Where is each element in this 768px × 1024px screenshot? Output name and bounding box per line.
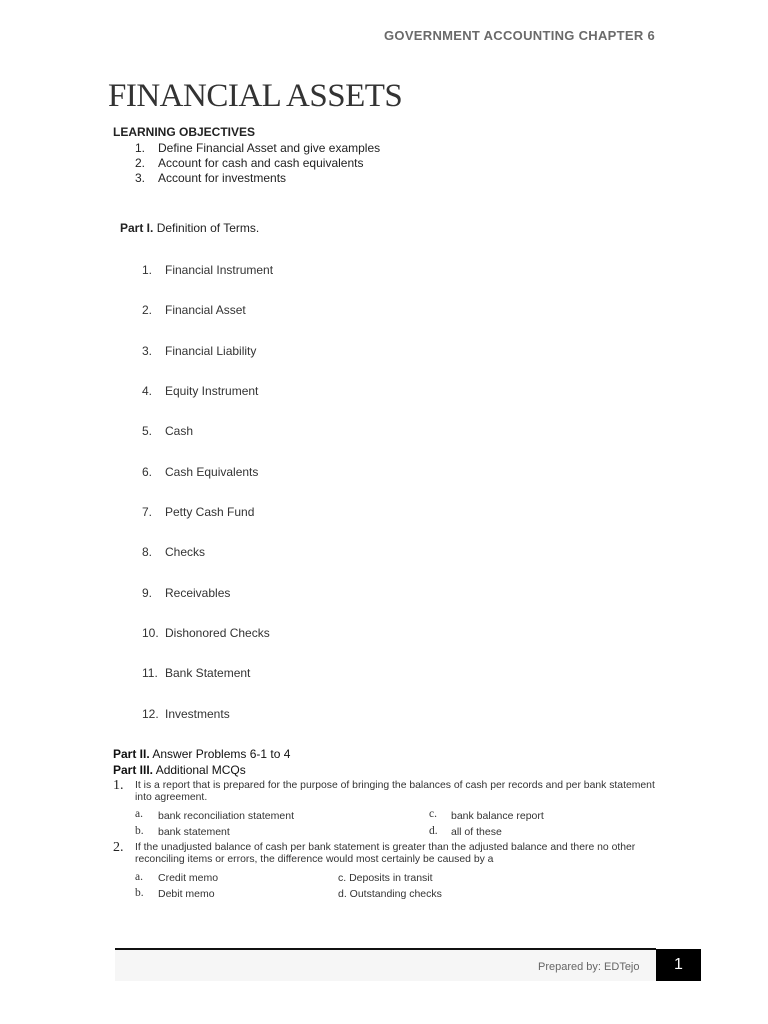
term-item: 4. Equity Instrument [142,384,259,398]
term-item: 3. Financial Liability [142,344,257,358]
term-item: 6. Cash Equivalents [142,465,259,479]
running-header: GOVERNMENT ACCOUNTING CHAPTER 6 [384,28,655,43]
page-title: FINANCIAL ASSETS [108,78,403,114]
option-letter: d. [429,825,438,837]
option-letter: c. [429,808,437,820]
objective-item: 2. Account for cash and cash equivalents [135,156,364,170]
objective-item: 1. Define Financial Asset and give examples [135,141,381,155]
term-item: 12. Investments [142,707,230,721]
option-text: d. Outstanding checks [338,888,442,900]
question-number: 2. [113,840,124,855]
part-two-heading: Part II. Answer Problems 6-1 to 4 [113,747,291,761]
part-one-heading: Part I. Definition of Terms. [120,221,260,235]
term-item: 10. Dishonored Checks [142,626,270,640]
term-item: 2. Financial Asset [142,303,246,317]
objective-item: 3. Account for investments [135,171,287,185]
term-item: 7. Petty Cash Fund [142,505,255,519]
term-item: 5. Cash [142,424,194,438]
option-letter: a. [135,871,143,883]
term-item: 1. Financial Instrument [142,263,274,277]
option-text: bank reconciliation statement [158,810,294,822]
option-text: bank balance report [451,810,544,822]
footer-prepared-by: Prepared by: EDTejo [538,961,640,973]
option-text: Debit memo [158,888,215,900]
learning-objectives-heading: LEARNING OBJECTIVES [113,125,256,139]
question-number: 1. [113,778,124,793]
option-letter: b. [135,825,144,837]
question-text: It is a report that is prepared for the purpose of bringing the balances of cash per records and per bank statement into agreement. [135,780,655,803]
term-item: 8. Checks [142,545,206,559]
term-item: 11. Bank Statement [142,666,251,680]
term-item: 9. Receivables [142,586,231,600]
option-text: c. Deposits in transit [338,872,433,884]
option-text: all of these [451,826,502,838]
option-letter: b. [135,887,144,899]
option-text: bank statement [158,826,230,838]
option-text: Credit memo [158,872,219,884]
question-text: If the unadjusted balance of cash per bank statement is greater than the adjusted balance and there no other reconciling items or errors, the difference would most certainly be caused by a [135,842,636,865]
page-number: 1 [656,949,701,981]
part-three-heading: Part III. Additional MCQs [113,763,246,777]
option-letter: a. [135,808,143,820]
footer-rule [115,948,656,950]
